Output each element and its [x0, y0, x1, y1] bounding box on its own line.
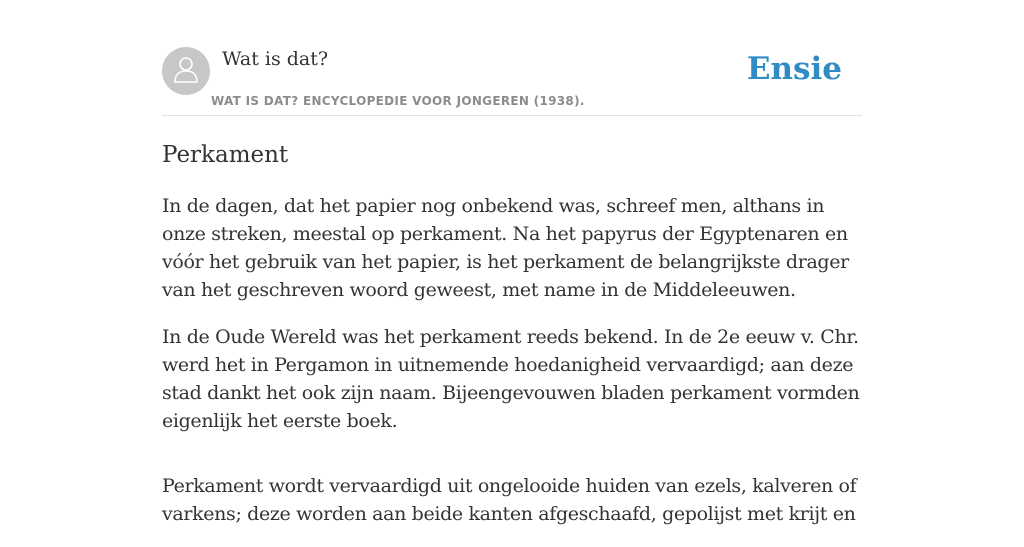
paragraph: In de Oude Wereld was het perkament reeds bekend. In de 2e eeuw v. Chr. werd het in Pergamon in uitnemende hoedanigheid vervaardigd; aan deze stad dankt het ook zijn naam. Bijeengevouwen bladen perkament vormden eigenlijk het eerste boek. [162, 326, 860, 432]
avatar[interactable] [162, 47, 210, 95]
article-body [162, 192, 862, 547]
paragraph: In de dagen, dat het papier nog onbekend was, schreef men, althans in onze streken, meestal op perkament. Na het papyrus der Egyptenaren en vóór het gebruik van het papier, is het perkament de belangrijkste drager van het geschreven woord geweest, met name in de Middeleeuwen. [162, 195, 849, 301]
source-title[interactable]: Wat is dat? [222, 48, 329, 70]
paragraph: Perkament wordt vervaardigd uit ongelooide huiden van ezels, kalveren of varkens; deze worden aan beide kanten afgeschaafd, gepolijst met krijt en [162, 475, 857, 525]
article-title: Perkament [162, 142, 289, 168]
ensie-logo[interactable]: Ensie [746, 51, 842, 87]
source-subtitle: WAT IS DAT? ENCYCLOPEDIE VOOR JONGEREN (1938). [211, 94, 585, 108]
source-header [162, 47, 862, 116]
user-icon [171, 54, 201, 89]
